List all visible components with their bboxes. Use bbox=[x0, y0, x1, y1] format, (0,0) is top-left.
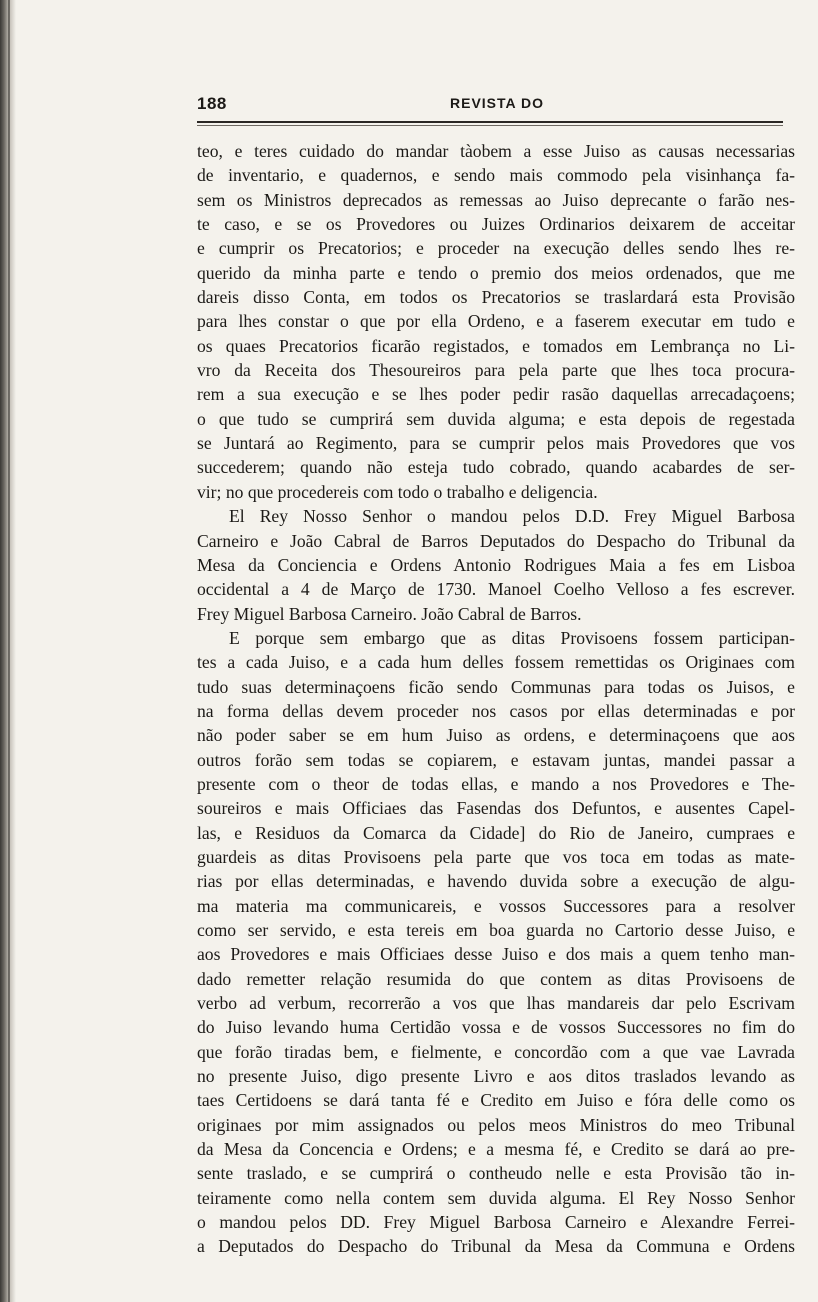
text-line: sem os Ministros deprecados as remessas ao Juiso deprecante o farão nes- bbox=[197, 189, 795, 210]
text-line: não poder saber se em hum Juiso as ordens, e determinaçoens que aos bbox=[197, 725, 795, 746]
paragraph-start-line: E porque sem embargo que as ditas Provisoens fossem participan- bbox=[229, 627, 795, 648]
text-line: se Juntará ao Regimento, para se cumprir pelos mais Provedores que vos bbox=[197, 433, 795, 454]
text-line: occidental a 4 de Março de 1730. Manoel Coelho Velloso a fes escrever. bbox=[197, 579, 795, 600]
text-line: tudo suas determinaçoens ficão sendo Communas para todas os Juisos, e bbox=[197, 676, 795, 697]
text-line: como ser servido, e esta tereis em boa guarda no Cartorio desse Juiso, e bbox=[197, 920, 795, 940]
text-line: taes Certidoens se dará tanta fé e Credito em Juiso e fóra delle como os bbox=[197, 1090, 795, 1111]
text-line: que forão tiradas bem, e fielmente, e concordão com a que vae Lavrada bbox=[197, 1041, 795, 1062]
text-line: originaes por mim assignados ou pelos meos Ministros do meo Tribunal bbox=[197, 1114, 795, 1135]
text-line: vir; no que procedereis com todo o trabalho e deligencia. bbox=[197, 481, 598, 502]
text-line: querido da minha parte e tendo o premio dos meios ordenados, que me bbox=[197, 262, 795, 283]
text-line: rem a sua execução e se lhes poder pedir rasão daquellas arrecadaçoens; bbox=[197, 384, 795, 405]
text-line: teo, e teres cuidado do mandar tàobem a esse Juiso as causas necessarias bbox=[197, 141, 795, 161]
page-header bbox=[197, 94, 783, 118]
text-line: guardeis as ditas Provisoens pela parte que vos toca em todas as mate- bbox=[197, 846, 795, 867]
header-rule bbox=[197, 121, 783, 123]
text-line: aos Provedores e mais Officiaes desse Juiso e dos mais a quem tenho man- bbox=[197, 944, 795, 965]
text-line: os quaes Precatorios ficarão registados, e tomados em Lembrança no Li- bbox=[197, 335, 795, 356]
text-line: succederem; quando não esteja tudo cobrado, quando acabardes de ser- bbox=[197, 457, 795, 478]
text-line: dareis disso Conta, em todos os Precatorios se traslardará esta Provisão bbox=[197, 287, 795, 308]
text-line: do Juiso levando huma Certidão vossa e de vossos Successores no fim do bbox=[197, 1017, 795, 1038]
running-head: REVISTA DO bbox=[450, 95, 545, 111]
text-line: rias por ellas determinadas, e havendo duvida sobre a execução de algu- bbox=[197, 871, 795, 892]
text-line: verbo ad verbum, recorrerão a vos que lhas mandareis dar pelo Escrivam bbox=[197, 993, 795, 1014]
page-number: 188 bbox=[197, 94, 227, 113]
text-line: vro da Receita dos Thesoureiros para pela parte que lhes toca procura- bbox=[197, 360, 795, 381]
text-line: ma materia ma communicareis, e vossos Successores para a resolver bbox=[197, 895, 795, 916]
header-rule-thin bbox=[197, 125, 783, 126]
text-line: na forma dellas devem proceder nos casos por ellas determinadas e por bbox=[197, 700, 795, 721]
binding-edge bbox=[8, 0, 10, 1302]
text-line: teiramente como nella contem sem duvida alguma. El Rey Nosso Senhor bbox=[197, 1187, 795, 1208]
text-line: e cumprir os Precatorios; e proceder na execução delles sendo lhes re- bbox=[197, 238, 795, 259]
text-line: da Mesa da Concencia e Ordens; e a mesma fé, e Credito se dará ao pre- bbox=[197, 1139, 795, 1160]
text-line: soureiros e mais Officiaes das Fasendas dos Defuntos, e ausentes Capel- bbox=[197, 798, 795, 819]
text-line: para lhes constar o que por ella Ordeno, e a faserem executar em tudo e bbox=[197, 311, 795, 332]
body-text bbox=[197, 139, 795, 1259]
text-line: a Deputados do Despacho do Tribunal da Mesa da Communa e Ordens bbox=[197, 1236, 795, 1257]
text-line: Mesa da Conciencia e Ordens Antonio Rodrigues Maia a fes em Lisboa bbox=[197, 554, 795, 575]
text-line: o mandou pelos DD. Frey Miguel Barbosa Carneiro e Alexandre Ferrei- bbox=[197, 1212, 795, 1233]
text-line: presente com o theor de todas ellas, e mando a nos Provedores e The- bbox=[197, 773, 795, 794]
text-line: te caso, e se os Provedores ou Juizes Ordinarios deixarem de acceitar bbox=[197, 214, 795, 235]
paragraph-start-line: El Rey Nosso Senhor o mandou pelos D.D. Frey Miguel Barbosa bbox=[229, 506, 795, 527]
text-line: o que tudo se cumprirá sem duvida alguma; e esta depois de regestada bbox=[197, 408, 795, 429]
text-line: no presente Juiso, digo presente Livro e aos ditos traslados levando as bbox=[197, 1066, 795, 1087]
text-line: de inventario, e quadernos, e sendo mais commodo pela visinhança fa- bbox=[197, 165, 795, 186]
text-line: Carneiro e João Cabral de Barros Deputados do Despacho do Tribunal da bbox=[197, 530, 795, 551]
text-line: dado remetter relação resumida do que contem as ditas Provisoens de bbox=[197, 968, 795, 989]
text-line: Frey Miguel Barbosa Carneiro. João Cabral de Barros. bbox=[197, 603, 582, 624]
text-line: tes a cada Juiso, e a cada hum delles fossem remettidas os Originaes com bbox=[197, 652, 795, 673]
text-line: sente traslado, e se cumprirá o contheudo nelle e esta Provisão tão in- bbox=[197, 1163, 795, 1184]
text-line: outros forão sem todas se copiarem, e estavam juntas, mandei passar a bbox=[197, 749, 795, 770]
text-line: las, e Residuos da Comarca da Cidade] do Rio de Janeiro, cumpraes e bbox=[197, 822, 795, 843]
